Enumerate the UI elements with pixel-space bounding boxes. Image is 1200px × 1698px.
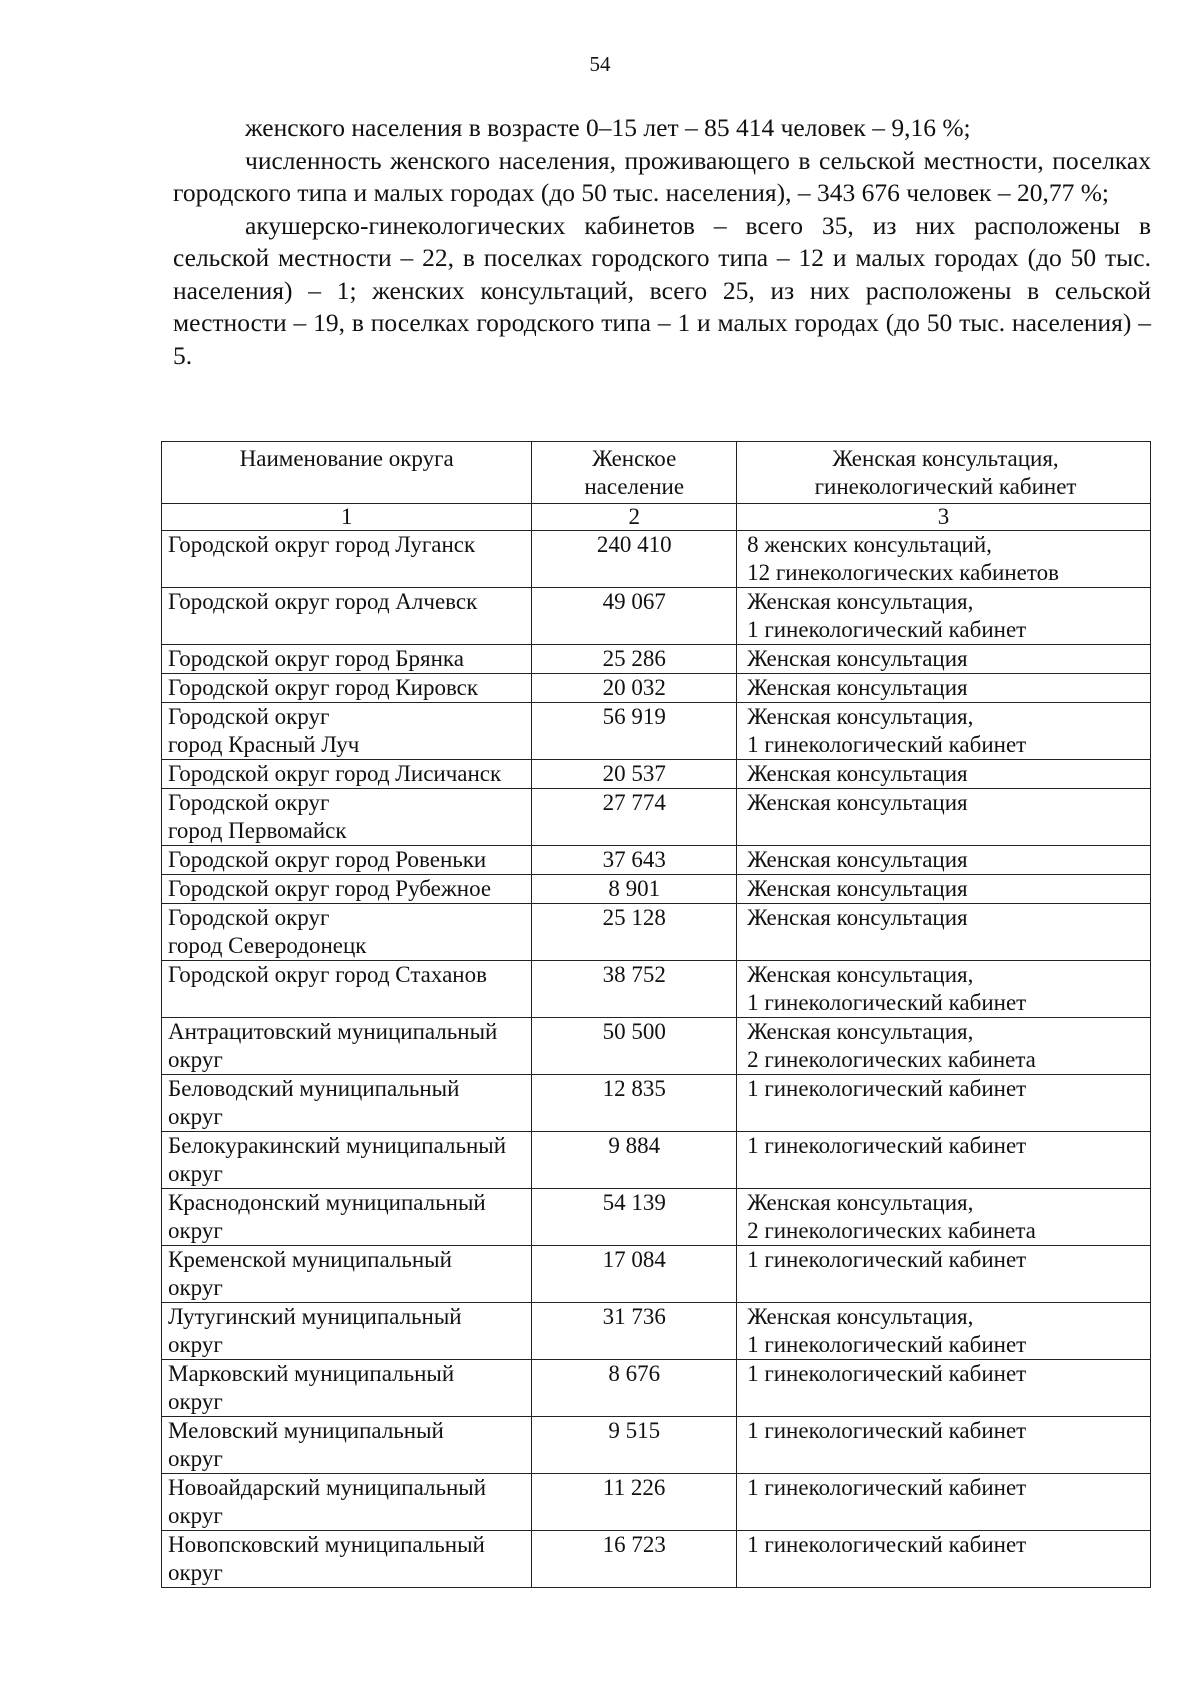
- table-row: [162, 1132, 1151, 1189]
- facilities-cell: Женская консультация: [737, 789, 1151, 846]
- district-name-cell: Беловодский муниципальный округ: [162, 1075, 532, 1132]
- female-population-cell: 16 723: [532, 1531, 737, 1588]
- facilities-cell: 1 гинекологический кабинет: [737, 1417, 1151, 1474]
- column-number-2: 2: [532, 504, 737, 531]
- district-name-cell: Городской округ город Рубежное: [162, 875, 532, 904]
- header-district-name: Наименование округа: [162, 442, 532, 504]
- table-row: [162, 645, 1151, 674]
- table-row: [162, 1417, 1151, 1474]
- facilities-cell: Женская консультация, 1 гинекологический кабинет: [737, 961, 1151, 1018]
- female-population-cell: 38 752: [532, 961, 737, 1018]
- female-population-cell: 31 736: [532, 1303, 737, 1360]
- district-name-cell: Краснодонский муниципальный округ: [162, 1189, 532, 1246]
- district-name-cell: Марковский муниципальный округ: [162, 1360, 532, 1417]
- facilities-cell: Женская консультация, 1 гинекологический кабинет: [737, 1303, 1151, 1360]
- female-population-cell: 8 676: [532, 1360, 737, 1417]
- female-population-cell: 240 410: [532, 531, 737, 588]
- district-name-cell: Лутугинский муниципальный округ: [162, 1303, 532, 1360]
- facilities-cell: 1 гинекологический кабинет: [737, 1246, 1151, 1303]
- facilities-cell: Женская консультация, 2 гинекологических кабинета: [737, 1189, 1151, 1246]
- table-row: [162, 703, 1151, 760]
- district-name-cell: Кременской муниципальный округ: [162, 1246, 532, 1303]
- district-name-cell: Городской округ город Алчевск: [162, 588, 532, 645]
- district-name-cell: Меловский муниципальный округ: [162, 1417, 532, 1474]
- female-population-cell: 25 286: [532, 645, 737, 674]
- table-row: [162, 1075, 1151, 1132]
- district-name-cell: Городской округ город Лисичанск: [162, 760, 532, 789]
- district-name-cell: Городской округ город Кировск: [162, 674, 532, 703]
- facilities-cell: 1 гинекологический кабинет: [737, 1360, 1151, 1417]
- facilities-cell: Женская консультация, 1 гинекологический кабинет: [737, 588, 1151, 645]
- header-female-population: Женское население: [532, 442, 737, 504]
- table-row: [162, 875, 1151, 904]
- female-population-cell: 37 643: [532, 846, 737, 875]
- column-number-3: 3: [737, 504, 1151, 531]
- table-row: [162, 1189, 1151, 1246]
- facilities-cell: 1 гинекологический кабинет: [737, 1075, 1151, 1132]
- table-row: [162, 588, 1151, 645]
- facilities-cell: 1 гинекологический кабинет: [737, 1474, 1151, 1531]
- female-population-cell: 20 537: [532, 760, 737, 789]
- female-population-cell: 11 226: [532, 1474, 737, 1531]
- facilities-table: [161, 441, 1151, 1588]
- female-population-cell: 20 032: [532, 674, 737, 703]
- female-population-cell: 50 500: [532, 1018, 737, 1075]
- facilities-cell: 1 гинекологический кабинет: [737, 1531, 1151, 1588]
- table-row: [162, 904, 1151, 961]
- facilities-cell: Женская консультация, 2 гинекологических кабинета: [737, 1018, 1151, 1075]
- facilities-cell: 8 женских консультаций, 12 гинекологических кабинетов: [737, 531, 1151, 588]
- facilities-cell: Женская консультация: [737, 875, 1151, 904]
- district-name-cell: Городской округ город Первомайск: [162, 789, 532, 846]
- district-name-cell: Городской округ город Красный Луч: [162, 703, 532, 760]
- female-population-cell: 17 084: [532, 1246, 737, 1303]
- paragraph-rural-population: численность женского населения, проживающего в сельской местности, поселках городского типа и малых городах (до 50 тыс. населения), – 343 676 человек – 20,77 %;: [173, 145, 1151, 207]
- table-row: [162, 1531, 1151, 1588]
- header-consultation-cabinet: Женская консультация, гинекологический кабинет: [737, 442, 1151, 504]
- district-name-cell: Антрацитовский муниципальный округ: [162, 1018, 532, 1075]
- facilities-cell: Женская консультация: [737, 645, 1151, 674]
- table-column-numbers-row: [162, 504, 1151, 531]
- district-name-cell: Белокуракинский муниципальный округ: [162, 1132, 532, 1189]
- table-row: [162, 1246, 1151, 1303]
- district-name-cell: Городской округ город Северодонецк: [162, 904, 532, 961]
- female-population-cell: 56 919: [532, 703, 737, 760]
- female-population-cell: 49 067: [532, 588, 737, 645]
- table-row: [162, 674, 1151, 703]
- district-name-cell: Городской округ город Ровеньки: [162, 846, 532, 875]
- female-population-cell: 9 884: [532, 1132, 737, 1189]
- district-name-cell: Городской округ город Брянка: [162, 645, 532, 674]
- column-number-1: 1: [162, 504, 532, 531]
- paragraph-cabinets-consultations: акушерско-гинекологических кабинетов – всего 35, из них расположены в сельской местности – 22, в поселках городского типа – 12 и малых городах (до 50 тыс. населения) – 1; женских консультаций, всего 25, из них расположены в сельской местности – 19, в поселках городского типа – 1 и малых городах (до 50 тыс. населения) – 5.: [173, 210, 1151, 370]
- table-row: [162, 760, 1151, 789]
- facilities-cell: Женская консультация: [737, 760, 1151, 789]
- female-population-cell: 27 774: [532, 789, 737, 846]
- table-row: [162, 961, 1151, 1018]
- female-population-cell: 25 128: [532, 904, 737, 961]
- district-name-cell: Городской округ город Стаханов: [162, 961, 532, 1018]
- table-header-row: [162, 442, 1151, 504]
- district-name-cell: Городской округ город Луганск: [162, 531, 532, 588]
- page-number: 54: [589, 52, 611, 76]
- female-population-cell: 54 139: [532, 1189, 737, 1246]
- facilities-cell: Женская консультация: [737, 846, 1151, 875]
- body-text: [173, 112, 1151, 372]
- facilities-cell: 1 гинекологический кабинет: [737, 1132, 1151, 1189]
- table-row: [162, 846, 1151, 875]
- female-population-cell: 9 515: [532, 1417, 737, 1474]
- table-row: [162, 1360, 1151, 1417]
- female-population-cell: 12 835: [532, 1075, 737, 1132]
- facilities-cell: Женская консультация, 1 гинекологический кабинет: [737, 703, 1151, 760]
- table-row: [162, 1303, 1151, 1360]
- district-name-cell: Новоайдарский муниципальный округ: [162, 1474, 532, 1531]
- table-row: [162, 531, 1151, 588]
- paragraph-female-0-15: женского населения в возрасте 0–15 лет – 85 414 человек – 9,16 %;: [245, 113, 971, 142]
- table-row: [162, 1474, 1151, 1531]
- female-population-cell: 8 901: [532, 875, 737, 904]
- facilities-cell: Женская консультация: [737, 904, 1151, 961]
- table-row: [162, 1018, 1151, 1075]
- table-row: [162, 789, 1151, 846]
- facilities-cell: Женская консультация: [737, 674, 1151, 703]
- district-name-cell: Новопсковский муниципальный округ: [162, 1531, 532, 1588]
